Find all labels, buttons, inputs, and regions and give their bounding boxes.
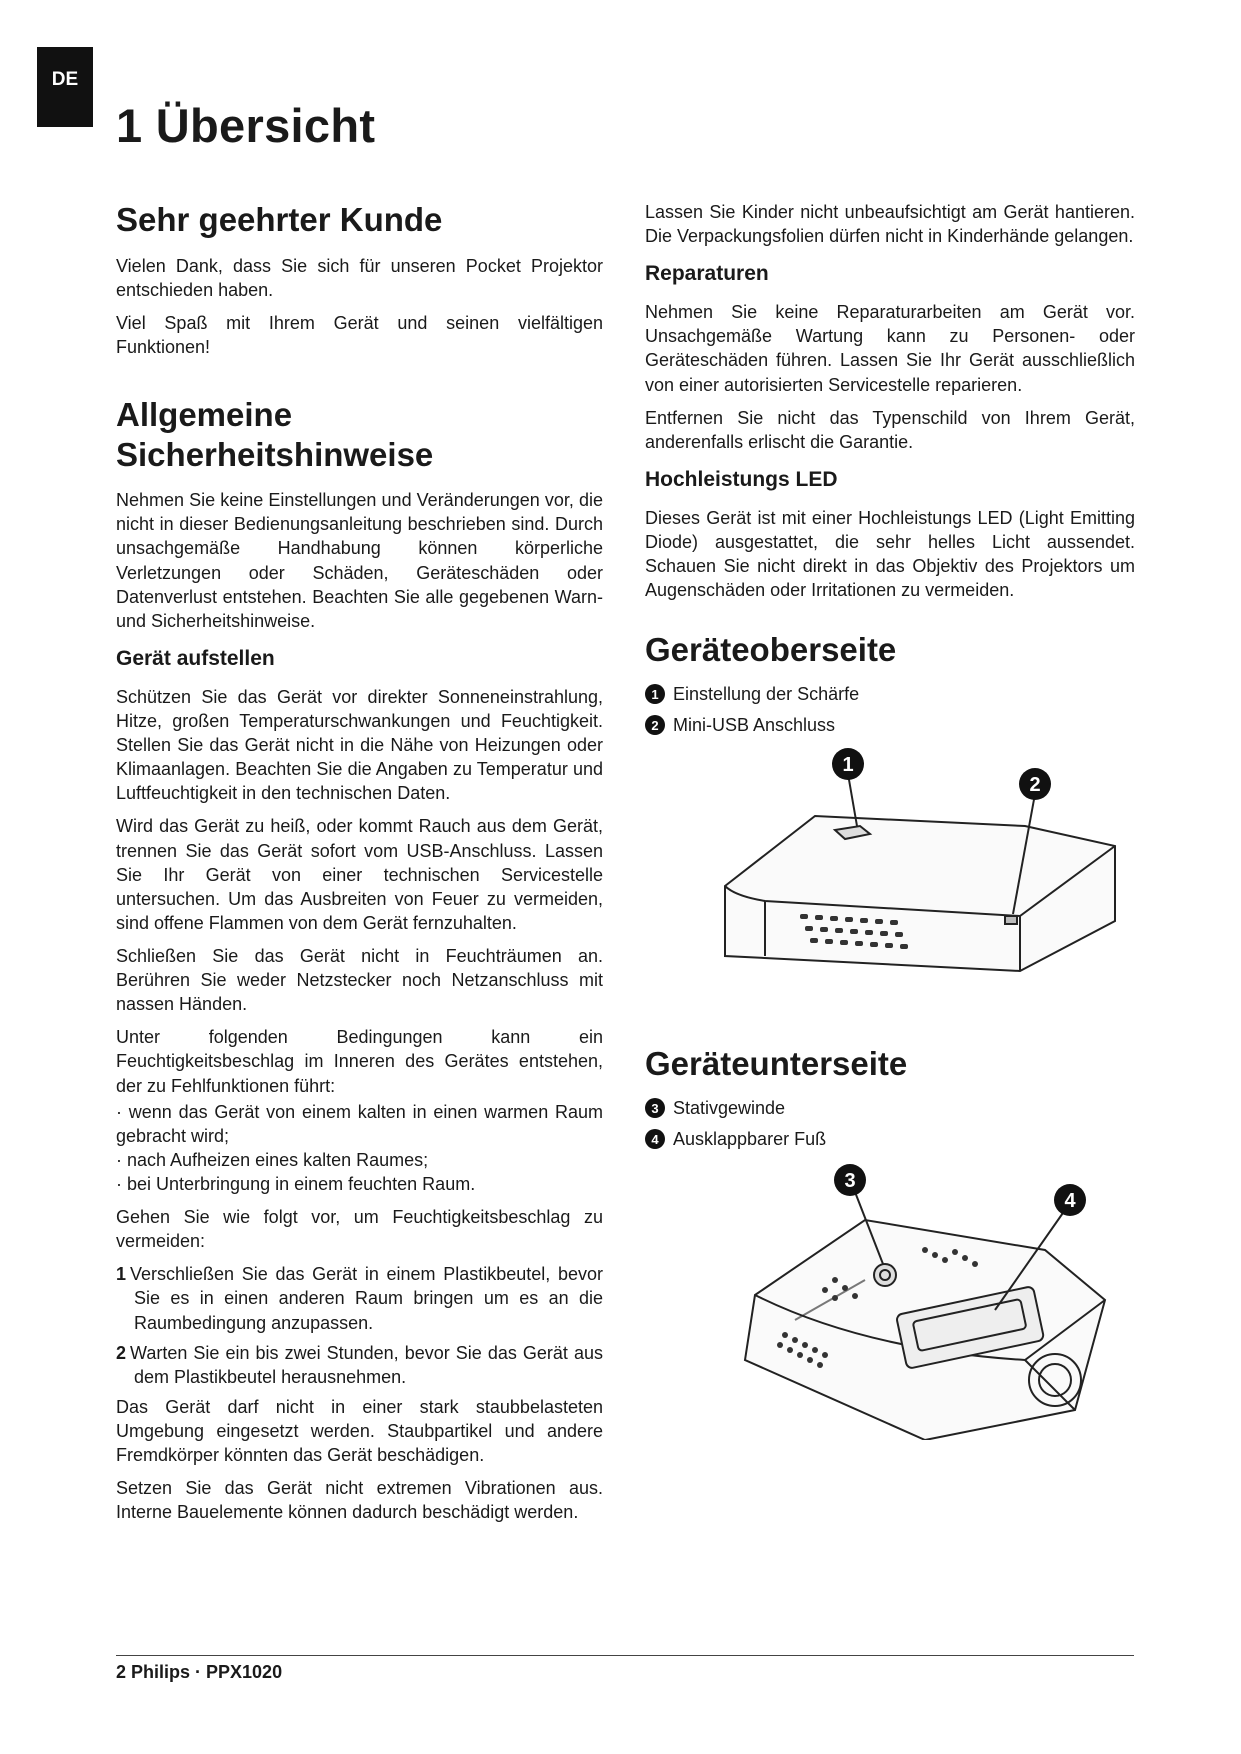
paragraph-dust: Das Gerät darf nicht in einer stark staubbelasteten Umgebung eingesetzt werden. Staubpartikel und andere Fremdkörper könnten das Gerät beschädigen.	[116, 1396, 603, 1466]
heading-setup: Gerät aufstellen	[116, 646, 275, 670]
callout-label: Einstellung der Schärfe	[673, 683, 860, 704]
callout-label: Mini-USB Anschluss	[673, 714, 836, 735]
heading-safety	[116, 395, 603, 474]
heading-safety-line1: Allgemeine	[116, 396, 293, 434]
page-footer: 2 Philips · PPX1020	[116, 1662, 283, 1682]
paragraph-thanks: Vielen Dank, dass Sie sich für unseren Pocket Projektor entschieden haben.	[116, 255, 603, 300]
list-item: · nach Aufheizen eines kalten Raumes;	[116, 1149, 429, 1170]
paragraph-repairs-1: Nehmen Sie keine Reparaturarbeiten am Gerät vor. Unsachgemäße Wartung kann zu Personen- oder Geräteschäden führen. Lassen Sie Ihr Gerät ausschließlich von einer autorisierten Servicestelle reparieren.	[645, 302, 1135, 395]
svg-text:2: 2	[1029, 773, 1041, 796]
heading-led: Hochleistungs LED	[645, 467, 838, 491]
callout-label: Ausklappbarer Fuß	[673, 1128, 827, 1149]
projector-top-illustration	[705, 746, 1125, 1016]
callout-number-icon: 4	[645, 1129, 665, 1149]
paragraph-children: Lassen Sie Kinder nicht unbeaufsichtigt am Gerät hantieren. Die Verpackungsfolien dürfen nicht in Kinderhände gelangen.	[645, 202, 1135, 247]
top-callout-1	[645, 684, 1135, 705]
step-text: Warten Sie ein bis zwei Stunden, bevor Sie das Gerät aus dem Plastikbeutel herausnehmen.	[130, 1342, 603, 1387]
paragraph-setup-5: Gehen Sie wie folgt vor, um Feuchtigkeitsbeschlag zu vermeiden:	[116, 1207, 603, 1252]
paragraph-setup-3: Schließen Sie das Gerät nicht in Feuchträumen an. Berühren Sie weder Netzstecker noch Netzanschluss mit nassen Händen.	[116, 945, 603, 1015]
svg-text:3: 3	[844, 1169, 856, 1192]
heading-bottom-side: Geräteunterseite	[645, 1044, 908, 1082]
list-item: · bei Unterbringung in einem feuchten Raum.	[116, 1173, 476, 1194]
heading-top-side: Geräteoberseite	[645, 631, 897, 669]
left-column	[116, 200, 603, 1533]
heading-repairs: Reparaturen	[645, 262, 769, 286]
step-2	[116, 1341, 603, 1389]
bottom-callout-3	[645, 1098, 1135, 1119]
svg-text:1: 1	[842, 753, 854, 776]
paragraph-led: Dieses Gerät ist mit einer Hochleistungs LED (Light Emitting Diode) ausgestattet, die sehr helles Licht aussendet. Schauen Sie nicht direkt in das Objektiv des Projektors um Augenschäden oder Irritationen zu vermeiden.	[645, 507, 1135, 601]
paragraph-vibration: Setzen Sie das Gerät nicht extremen Vibrationen aus. Interne Bauelemente können dadurch beschädigt werden.	[116, 1478, 603, 1523]
top-callout-2	[645, 715, 1135, 736]
paragraph-safety: Nehmen Sie keine Einstellungen und Veränderungen vor, die nicht in dieser Bedienungsanleitung beschrieben sind. Durch unsachgemäße Handhabung können körperliche Verletzungen oder Schäden, Geräteschäden oder Datenverlust entstehen. Beachten Sie alle gegebenen Warn- und Sicherheitshinweise.	[116, 490, 603, 631]
language-tab: DE	[37, 47, 93, 127]
step-text: Verschließen Sie das Gerät in einem Plastikbeutel, bevor Sie es in einen anderen Raum bringen um es an die Raumbedingung anzupassen.	[130, 1264, 603, 1333]
projector-bottom-illustration	[695, 1160, 1115, 1440]
paragraph-setup-4: Unter folgenden Bedingungen kann ein Feuchtigkeitsbeschlag im Inneren des Gerätes entstehen, der zu Fehlfunktionen führt:	[116, 1027, 603, 1096]
callout-number-icon: 1	[645, 684, 665, 704]
heading-customer: Sehr geehrter Kunde	[116, 201, 443, 238]
list-item: · wenn das Gerät von einem kalten in einen warmen Raum gebracht wird;	[116, 1101, 603, 1146]
right-column	[645, 200, 1135, 1440]
paragraph-repairs-2: Entfernen Sie nicht das Typenschild von Ihrem Gerät, anderenfalls erlischt die Garantie.	[645, 407, 1135, 452]
paragraph-setup-1: Schützen Sie das Gerät vor direkter Sonneneinstrahlung, Hitze, großen Temperaturschwankungen und Feuchtigkeit. Stellen Sie das Gerät nicht in die Nähe von Heizungen oder Klimaanlagen. Beachten Sie die Angaben zu Temperatur und Luftfeuchtigkeit in den technischen Daten.	[116, 686, 603, 804]
bottom-callout-4	[645, 1129, 1135, 1150]
footer-divider	[116, 1655, 1134, 1656]
bullet-list	[116, 1100, 603, 1196]
paragraph-fun: Viel Spaß mit Ihrem Gerät und seinen vielfältigen Funktionen!	[116, 312, 603, 357]
step-number: 1	[116, 1264, 127, 1285]
step-1	[116, 1262, 603, 1334]
chapter-title: 1 Übersicht	[116, 99, 376, 152]
callout-number-icon: 3	[645, 1098, 665, 1118]
paragraph-setup-2: Wird das Gerät zu heiß, oder kommt Rauch aus dem Gerät, trennen Sie das Gerät sofort vom USB-Anschluss. Lassen Sie Ihr Gerät von einer technischen Servicestelle untersuchen. Um das Ausbreiten von Feuer zu vermeiden, sind offene Flammen von dem Gerät fernzuhalten.	[116, 816, 603, 933]
heading-safety-line2: Sicherheitshinweise	[116, 435, 434, 473]
callout-label: Stativgewinde	[673, 1097, 786, 1118]
svg-text:4: 4	[1064, 1189, 1076, 1212]
callout-number-icon: 2	[645, 715, 665, 735]
step-number: 2	[116, 1342, 127, 1363]
